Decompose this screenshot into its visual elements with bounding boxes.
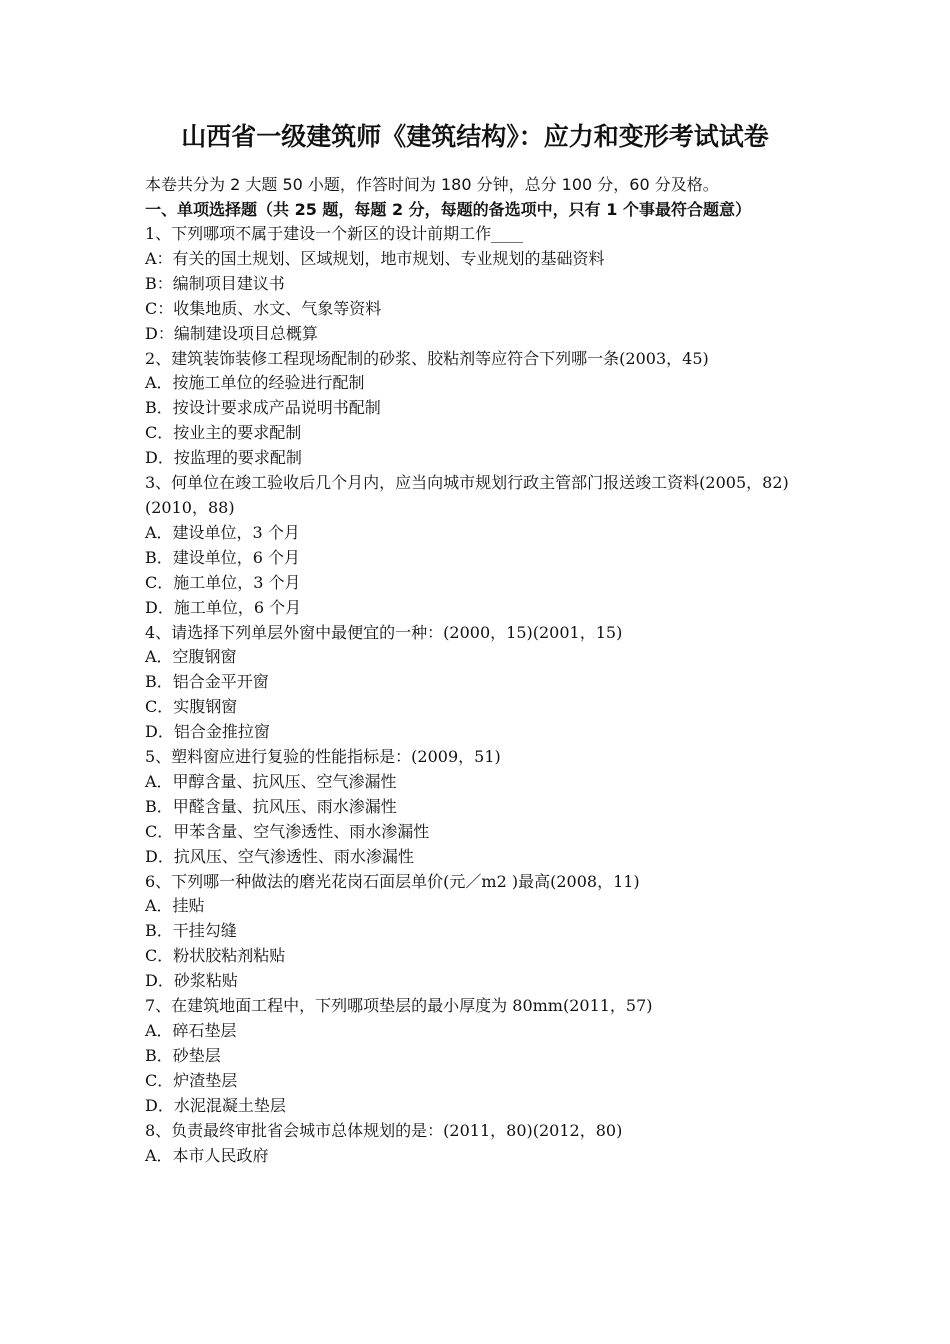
answer-option: A．建设单位，3 个月 — [145, 522, 300, 542]
answer-option: C．炉渣垫层 — [145, 1070, 238, 1090]
answer-option: A．本市人民政府 — [145, 1145, 269, 1165]
answer-option: B．干挂勾缝 — [145, 921, 237, 941]
question-text: 5、塑料窗应进行复验的性能指标是：(2009，51) — [145, 747, 501, 767]
answer-option: B．甲醛含量、抗风压、雨水渗漏性 — [145, 796, 397, 816]
question-text: 7、在建筑地面工程中，下列哪项垫层的最小厚度为 80mm(2011，57) — [145, 996, 653, 1016]
answer-option: B．按设计要求成产品说明书配制 — [145, 398, 381, 418]
question-4 — [145, 621, 810, 746]
question-6 — [145, 870, 810, 995]
section-heading: 一、单项选择题（共 25 题，每题 2 分，每题的备选项中，只有 1 个事最符合题意） — [145, 200, 751, 219]
question-list — [145, 222, 810, 1168]
question-text: 2、建筑装饰装修工程现场配制的砂浆、胶粘剂等应符合下列哪一条(2003，45) — [145, 348, 709, 368]
answer-option: A．碎石垫层 — [145, 1021, 237, 1040]
answer-option: D．铝合金推拉窗 — [145, 722, 270, 742]
answer-option: C．按业主的要求配制 — [145, 423, 302, 443]
answer-option: C．粉状胶粘剂粘贴 — [145, 946, 286, 966]
answer-option: C：收集地质、水文、气象等资料 — [145, 298, 382, 318]
answer-option: D．按监理的要求配制 — [145, 448, 302, 468]
answer-option: C．施工单位，3 个月 — [145, 572, 301, 592]
question-7 — [145, 994, 810, 1119]
answer-option: D．施工单位，6 个月 — [145, 597, 302, 617]
answer-option: D．抗风压、空气渗透性、雨水渗漏性 — [145, 846, 414, 866]
answer-option: A．甲醇含量、抗风压、空气渗漏性 — [145, 771, 397, 791]
answer-option: D．砂浆粘贴 — [145, 971, 238, 991]
document-title: 山西省一级建筑师《建筑结构》：应力和变形考试试卷 — [181, 122, 769, 151]
question-text: 8、负责最终审批省会城市总体规划的是：(2011，80)(2012，80) — [145, 1120, 623, 1140]
question-text: 4、请选择下列单层外窗中最便宜的一种：(2000，15)(2001，15) — [145, 622, 623, 642]
question-text: 3、何单位在竣工验收后几个月内，应当向城市规划行政主管部门报送竣工资料(2005，82)(2010，88) — [145, 473, 789, 517]
answer-option: C．甲苯含量、空气渗透性、雨水渗漏性 — [145, 821, 430, 841]
answer-option: A．挂贴 — [145, 896, 205, 916]
question-text: 1、下列哪项不属于建设一个新区的设计前期工作____ — [145, 224, 524, 243]
question-text: 6、下列哪一种做法的磨光花岗石面层单价(元／m2 )最高(2008，11) — [145, 871, 640, 891]
answer-option: B．砂垫层 — [145, 1045, 221, 1065]
question-2 — [145, 347, 810, 472]
answer-option: A．按施工单位的经验进行配制 — [145, 373, 365, 393]
answer-option: A：有关的国土规划、区域规划，地市规划、专业规划的基础资料 — [145, 248, 605, 268]
question-8 — [145, 1119, 810, 1169]
answer-option: B：编制项目建议书 — [145, 273, 285, 293]
question-5 — [145, 745, 810, 870]
exam-intro: 本卷共分为 2 大题 50 小题，作答时间为 180 分钟，总分 100 分，60 分及格。 — [145, 175, 719, 194]
document-body — [145, 172, 810, 1168]
answer-option: A．空腹钢窗 — [145, 647, 237, 667]
answer-option: D：编制建设项目总概算 — [145, 323, 318, 343]
answer-option: C．实腹钢窗 — [145, 697, 238, 717]
question-3 — [145, 471, 810, 620]
answer-option: B．铝合金平开窗 — [145, 672, 269, 692]
answer-option: B．建设单位，6 个月 — [145, 547, 301, 567]
answer-option: D．水泥混凝土垫层 — [145, 1095, 286, 1115]
question-1 — [145, 222, 810, 347]
